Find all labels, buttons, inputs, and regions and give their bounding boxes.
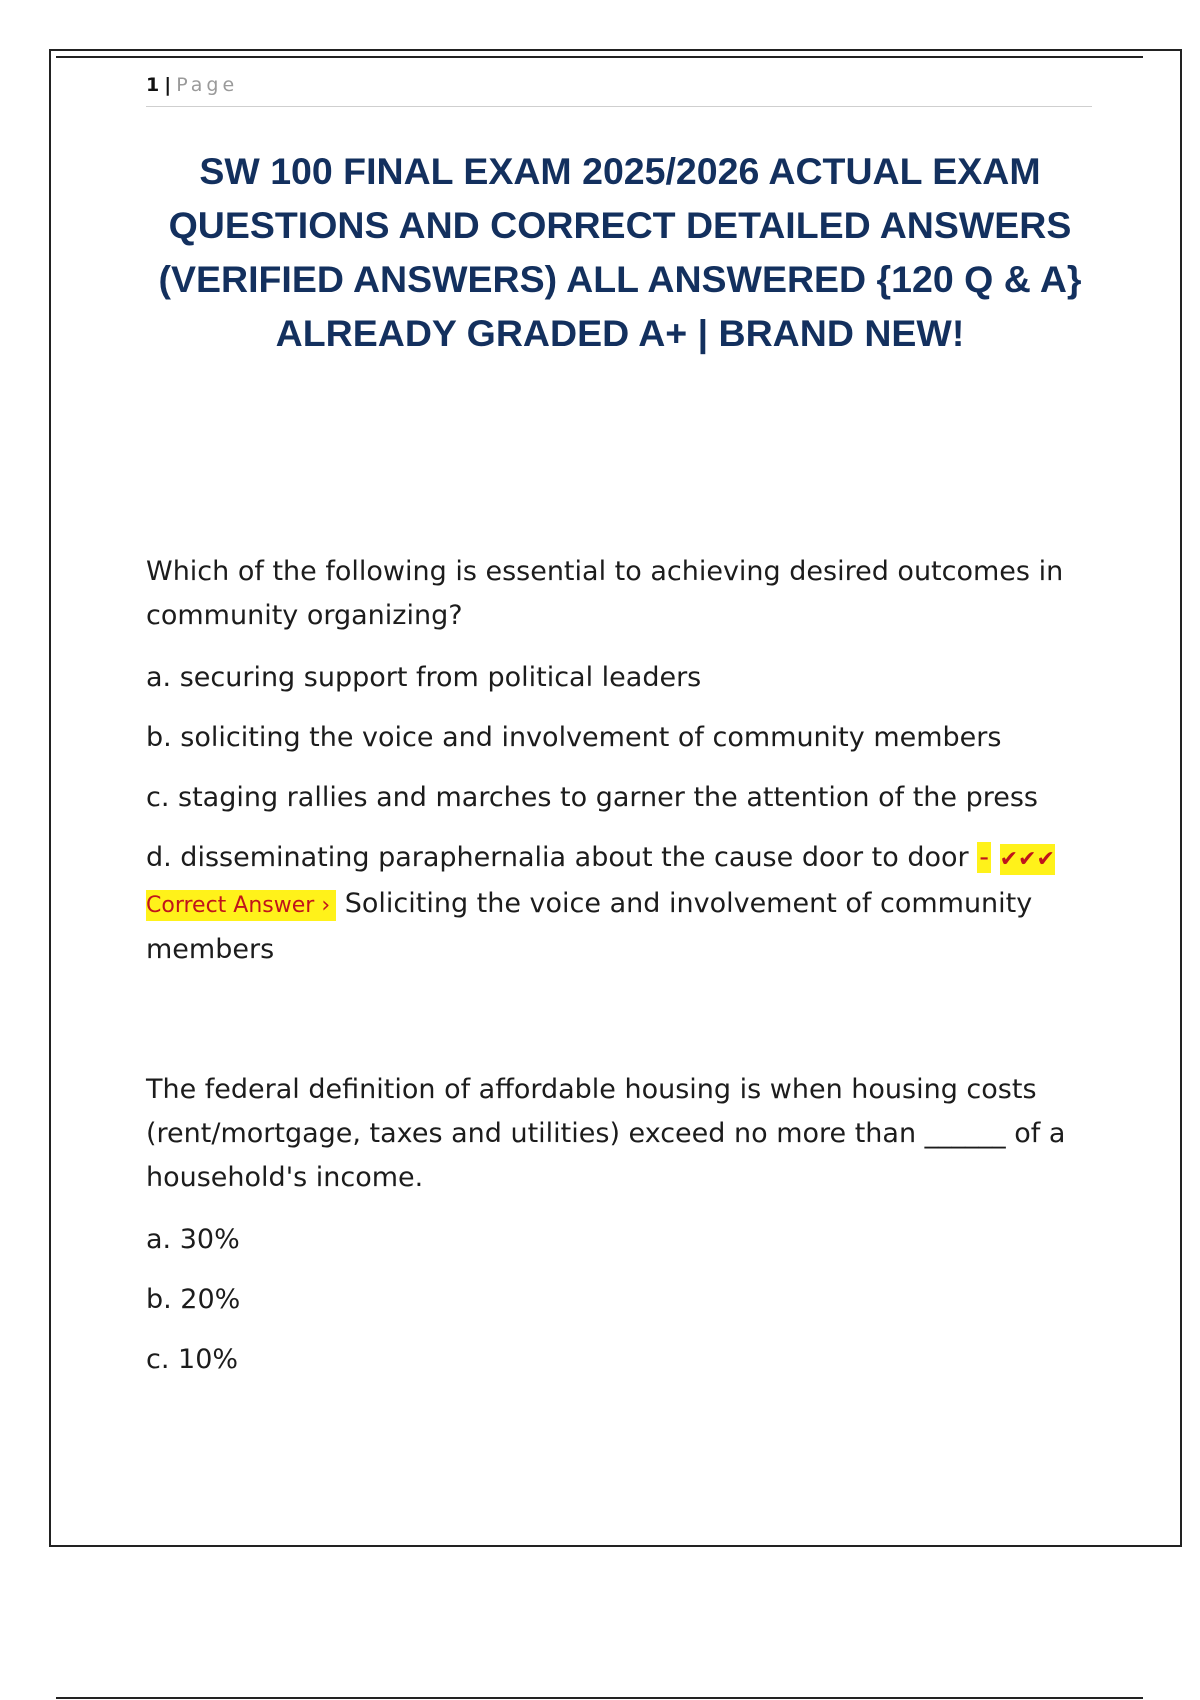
- next-page-top-rule: [56, 1697, 1143, 1699]
- frame-top-rule: [56, 56, 1143, 58]
- question-text: The federal definition of affordable housing is when housing costs (rent/mortgage, taxes and utilities) exceed no more than ______ of a household's income.: [146, 1074, 1066, 1193]
- answer-option-a: a. securing support from political leaders: [146, 662, 702, 693]
- page-number-header: [146, 74, 238, 96]
- page-label: Page: [176, 74, 239, 96]
- answer-dash: -: [979, 842, 989, 873]
- chevron-right-icon: ›: [321, 893, 331, 918]
- page-number: 1: [146, 74, 161, 96]
- document-title: SW 100 FINAL EXAM 2025/2026 ACTUAL EXAM QUESTIONS AND CORRECT DETAILED ANSWERS (VERIFIED ANSWERS) ALL ANSWERED {120 Q & A} ALREADY GRADED A+ | BRAND NEW!: [158, 150, 1082, 354]
- answer-option-b: b. 20%: [146, 1284, 241, 1315]
- correct-answer-text: Soliciting the voice and involvement of community members: [146, 888, 1033, 965]
- question-text: Which of the following is essential to achieving desired outcomes in community organizing?: [146, 556, 1064, 631]
- header-rule: [146, 106, 1092, 107]
- page-number-separator: |: [164, 74, 173, 96]
- answer-option-b: b. soliciting the voice and involvement of community members: [146, 722, 1002, 753]
- answer-option-c: c. staging rallies and marches to garner the attention of the press: [146, 782, 1038, 813]
- answer-option-d-with-answer: [146, 836, 1096, 972]
- answer-option-c: c. 10%: [146, 1344, 239, 1375]
- answer-option-d: d. disseminating paraphernalia about the cause door to door: [146, 842, 969, 873]
- answer-option-a: a. 30%: [146, 1224, 240, 1255]
- document-body: [146, 550, 1096, 1398]
- check-marks-icon: ✔✔✔: [999, 847, 1055, 872]
- question-block-2: [146, 1068, 1096, 1382]
- question-spacer: [146, 988, 1096, 1068]
- question-block-1: [146, 550, 1096, 972]
- correct-answer-label: Correct Answer: [146, 893, 315, 918]
